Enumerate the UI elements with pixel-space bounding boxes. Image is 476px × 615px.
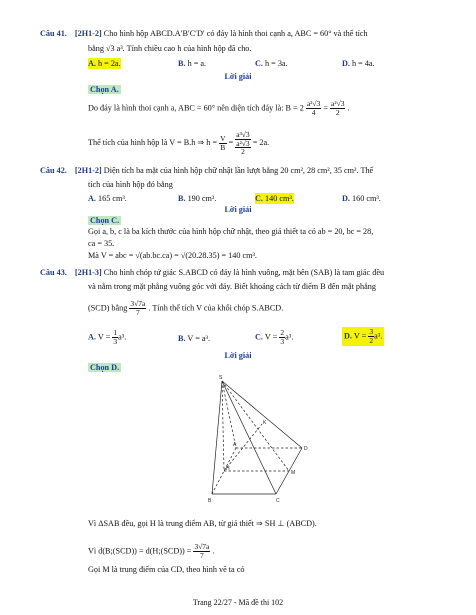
label-m: M: [291, 470, 296, 476]
q41-tag: [2H1-2]: [74, 29, 102, 38]
segment-hk: [224, 424, 262, 471]
q43-option-b: B. V = a³.: [178, 334, 211, 343]
q42-text2: tích của hình hộp đó bằng: [88, 180, 173, 189]
q42-option-b: B. 190 cm³.: [178, 194, 217, 203]
q42-sol1: Gọi a, b, c là ba kích thước của hình hộp chữ nhật, theo giả thiết ta có ab = 20, bc = 28,: [88, 227, 374, 236]
q42-option-c: C. 140 cm³.: [255, 194, 294, 203]
q43-text3: (SCD) bằng $\frac{3√7a}{7}$ . Tính thể tích V của khối chóp S.ABCD.: [88, 299, 284, 317]
pyramid-figure: [0, 374, 476, 504]
q43-sol3: Gọi M là trung điểm của CD, theo hình vẽ ta có: [88, 565, 245, 574]
q43-sol2-frac: $\frac{3√7a}{7}$: [194, 542, 210, 560]
q42-solution-title: Lời giải: [224, 205, 252, 214]
q41-option-d: D. h = 4a.: [342, 59, 375, 68]
q42-chon: Chọn C.: [90, 216, 120, 225]
q43-sol2: Vì d(B;(SCD)) = d(H;(SCD)) = $\frac{3√7a}{7}$ .: [88, 542, 215, 560]
label-k: K: [263, 420, 267, 426]
q41-sol1-text: Do đáy là hình thoi cạnh a, ABC = 60° nên diện tích đáy là: B = 2: [88, 103, 304, 113]
label-h: H: [226, 466, 230, 472]
q41-sol1-frac2: $\frac{\text{a²√3}}{2}$: [331, 99, 345, 117]
q43-chon: Chọn D.: [90, 363, 120, 372]
q43-option-d: D. V = $\frac{3}{2}$ a³.: [344, 327, 383, 345]
q43-option-a: A. V = $\frac{1}{3}$ a³.: [88, 328, 127, 346]
q43-line1: [40, 267, 384, 278]
q42-sol3: Mà V = abc = √(ab.bc.ca) = √(20.28.35) = 140 cm³.: [88, 251, 257, 260]
q41-sol2-text: Thể tích của hình hộp là V = B.h ⇒ h =: [88, 137, 218, 147]
q42-tag: [2H1-2]: [74, 166, 102, 175]
segment-sh: [222, 381, 224, 471]
edge-sd: [222, 381, 302, 448]
q42-option-d: D. 160 cm³.: [342, 194, 381, 203]
q41-option-b: B. h = a.: [178, 59, 207, 68]
q41-chon: Chọn A.: [90, 85, 119, 94]
q43-text3-frac: $\frac{3√7a}{7}$: [130, 299, 146, 317]
q42-sol2: ca = 35.: [88, 239, 115, 248]
label-s: S: [219, 375, 223, 381]
q43-chon-wrap: [88, 362, 121, 373]
q41-sol2-frac: $\frac{V}{B}$: [220, 133, 226, 152]
q41-option-c: C. h = 3a.: [255, 59, 288, 68]
q42-number: Câu 42.: [40, 166, 67, 175]
q42-chon-wrap: [88, 215, 121, 226]
q41-sol2-frac2: a³√3 a²√3 2: [236, 130, 250, 156]
segment-sm: [222, 381, 289, 471]
q41-option-a: A. h = 2a.: [88, 59, 121, 68]
q41-number: Câu 41.: [40, 29, 67, 38]
q41-sol1-frac: $\frac{\text{a²√3}}{4}$: [306, 99, 321, 117]
edge-sc: [222, 381, 276, 494]
q43-option-c: C. V = $\frac{2}{3}$ a³.: [255, 328, 294, 346]
q41-line1: [40, 28, 368, 39]
q41-chon-wrap: [88, 84, 121, 95]
q43-tag: [2H1-3]: [74, 268, 102, 277]
q41-sol1: Do đáy là hình thoi cạnh a, ABC = 60° nên diện tích đáy là: B = 2 $\frac{\text{a²√3}}{4}$ = $\frac{\text{a²√3}}{2}$ .: [88, 99, 350, 117]
q41-text2: bằng √3 a³. Tính chiều cao h của hình hộp đã cho.: [88, 44, 252, 53]
q41-text1: Cho hình hộp ABCD.A′B′C′D′ có đáy là hình thoi cạnh a, ABC = 60° và thể tích: [103, 29, 368, 38]
q42-line1: [40, 165, 373, 176]
q42-option-a: A. 165 cm³.: [88, 194, 127, 203]
q42-text1: Diện tích ba mặt của hình hộp chữ nhật lần lượt bằng 20 cm², 28 cm², 35 cm². Thể: [103, 166, 374, 175]
q43-solution-title: Lời giải: [224, 351, 252, 360]
label-a: A: [233, 442, 237, 448]
q43-sol1: Vì ΔSAB đều, gọi H là trung điểm AB, từ giả thiết ⇒ SH ⊥ (ABCD).: [88, 519, 317, 528]
q41-solution-title: Lời giải: [224, 72, 252, 81]
label-d: D: [304, 446, 308, 452]
q41-sol2: Thể tích của hình hộp là V = B.h ⇒ h = $\frac{V}{B}$ = a³√3 a²√3 2 = 2a.: [88, 130, 270, 156]
label-c: C: [276, 498, 280, 504]
label-b: B: [208, 498, 212, 504]
page-footer: Trang 22/27 - Mã đề thi 102: [192, 598, 284, 607]
q43-number: Câu 43.: [40, 268, 67, 277]
q43-text1: Cho hình chóp tứ giác S.ABCD có đáy là hình vuông, mặt bên (SAB) là tam giác đều: [103, 268, 385, 277]
q43-text2: và nằm trong mặt phẳng vuông góc với đáy. Biết khoảng cách từ điểm B đến mặt phẳng: [88, 282, 376, 291]
